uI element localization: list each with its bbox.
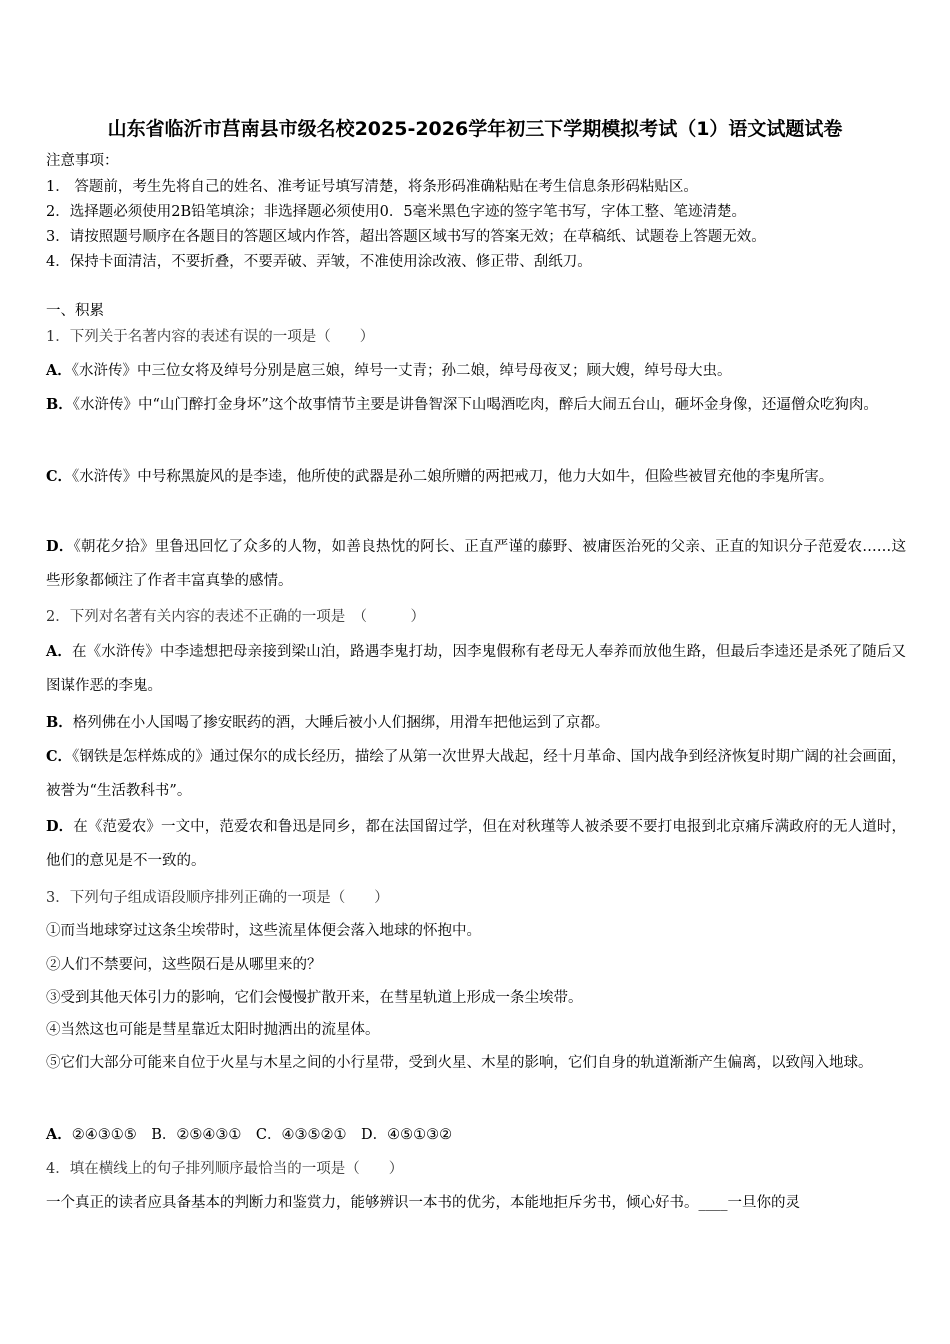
option-label: A． xyxy=(46,1126,72,1143)
option-label: B． xyxy=(46,396,73,413)
option-label: D． xyxy=(46,818,74,835)
question-1-option-a: A．《水浒传》中三位女将及绰号分别是扈三娘，绰号一丈青；孙二娘，绰号母夜叉；顾大嫂，绰号母大虫。 xyxy=(46,362,732,379)
option-label: C． xyxy=(46,748,73,765)
question-3-options: A．②④③①⑤ B．②⑤④③① C．④③⑤②① D．④⑤①③② xyxy=(46,1126,453,1143)
question-3-sentence-3: ③受到其他天体引力的影响，它们会慢慢扩散开来，在彗星轨道上形成一条尘埃带。 xyxy=(46,990,583,1006)
question-4-stem: 4．填在横线上的句子排列顺序最恰当的一项是（ ） xyxy=(46,1161,404,1177)
question-2-option-b: B．格列佛在小人国喝了掺安眠药的酒，大睡后被小人们捆绑，用滑车把他运到了京都。 xyxy=(46,714,610,731)
question-1-stem: 1．下列关于名著内容的表述有误的一项是（ ） xyxy=(46,329,375,345)
notice-item-4: 4．保持卡面清洁，不要折叠，不要弄破、弄皱，不准使用涂改液、修正带、刮纸刀。 xyxy=(46,254,592,270)
question-3-sentence-1: ①而当地球穿过这条尘埃带时，这些流星体便会落入地球的怀抱中。 xyxy=(46,923,481,939)
question-3-sentence-2: ②人们不禁要问，这些陨石是从哪里来的？ xyxy=(46,957,322,973)
option-label: B． xyxy=(46,714,73,731)
question-2-stem: 2．下列对名著有关内容的表述不正确的一项是 （ ） xyxy=(46,609,425,625)
question-1-option-b: B．《水浒传》中“山门醉打金身坏”这个故事情节主要是讲鲁智深下山喝酒吃肉，醉后大闹五台山，砸坏金身像，还逼僧众吃狗肉。 xyxy=(46,396,878,413)
question-2-option-a: A．在《水浒传》中李逵想把母亲接到梁山泊，路遇李鬼打劫，因李鬼假称有老母无人奉养而放他生路，但最后李逵还是杀死了随后又图谋作恶的李鬼。 xyxy=(46,643,906,694)
notice-item-1: 1． 答题前，考生先将自己的姓名、准考证号填写清楚，将条形码准确粘贴在考生信息条形码粘贴区。 xyxy=(46,179,698,195)
question-1-option-c: C．《水浒传》中号称黑旋风的是李逵，他所使的武器是孙二娘所赠的两把戒刀，他力大如牛，但险些被冒充他的李鬼所害。 xyxy=(46,468,834,485)
option-label: C． xyxy=(46,468,73,485)
question-3-sentence-4: ④当然这也可能是彗星靠近太阳时抛洒出的流星体。 xyxy=(46,1022,380,1038)
option-label: D． xyxy=(46,538,74,555)
question-2-option-d: D．在《范爱农》一文中，范爱农和鲁迅是同乡，都在法国留过学，但在对秋瑾等人被杀要不要打电报到北京痛斥满政府的无人道时，他们的意见是不一致的。 xyxy=(46,818,906,869)
question-3-sentence-5: ⑤它们大部分可能来自位于火星与木星之间的小行星带，受到火星、木星的影响，它们自身的轨道渐渐产生偏离，以致闯入地球。 xyxy=(46,1055,873,1071)
notice-heading: 注意事项： xyxy=(46,153,119,169)
section-heading: 一、积累 xyxy=(46,303,104,319)
option-label: A． xyxy=(46,362,72,379)
notice-item-3: 3．请按照题号顺序在各题目的答题区域内作答，超出答题区域书写的答案无效；在草稿纸、试题卷上答题无效。 xyxy=(46,229,766,245)
notice-item-2: 2．选择题必须使用2B铅笔填涂；非选择题必须使用0．5毫米黑色字迹的签字笔书写，字体工整、笔迹清楚。 xyxy=(46,204,747,220)
question-4-text: 一个真正的读者应具备基本的判断力和鉴赏力，能够辨识一本书的优劣，本能地拒斥劣书，倾心好书。____一旦你的灵 xyxy=(46,1195,800,1211)
question-1-option-d: D．《朝花夕拾》里鲁迅回忆了众多的人物，如善良热忱的阿长、正直严谨的藤野、被庸医治死的父亲、正直的知识分子范爱农……这些形象都倾注了作者丰富真挚的感情。 xyxy=(46,538,906,589)
question-2-option-c: C．《钢铁是怎样炼成的》通过保尔的成长经历，描绘了从第一次世界大战起，经十月革命、国内战争到经济恢复时期广阔的社会画面，被誉为“生活教科书”。 xyxy=(46,748,907,799)
question-3-stem: 3．下列句子组成语段顺序排列正确的一项是（ ） xyxy=(46,890,389,906)
option-label: A． xyxy=(46,643,73,660)
page-title: 山东省临沂市莒南县市级名校2025-2026学年初三下学期模拟考试（1）语文试题试卷 xyxy=(107,118,843,140)
